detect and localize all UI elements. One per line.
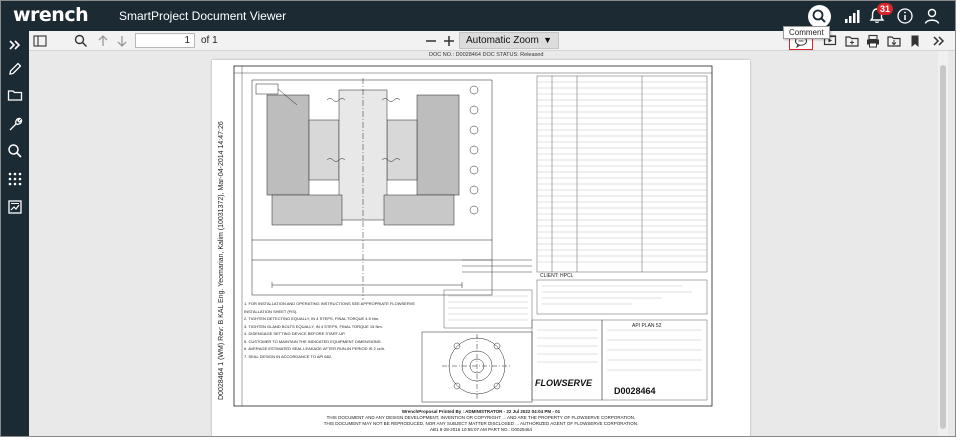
note-line: 6. AVERAGE ESTIMATED SEAL LEAKAGE AFTER RUN-IN PERIOD IS 2 cc/h. [244,346,386,351]
app-title: SmartProject Document Viewer [119,9,287,23]
chevron-down-icon: ▼ [543,35,552,45]
note-line: 1. FOR INSTALLATION AND OPERATING INSTRUCTIONS SEE APPROPRIATE FLOWSERVE INSTALLATION SHEET (FIS). [244,301,415,314]
folder-icon[interactable] [6,86,24,104]
vertical-scrollbar[interactable] [938,51,948,437]
next-page-icon[interactable] [114,33,130,49]
notification-badge: 31 [877,3,893,15]
apps-grid-icon[interactable] [6,170,24,188]
print-icon[interactable] [865,33,881,49]
zoom-select-value: Automatic Zoom [466,35,539,46]
comment-tooltip: Comment [783,26,830,39]
download-icon[interactable] [886,33,902,49]
footer-disclaimer: THIS DOCUMENT AND ANY DESIGN DEVELOPMENT, INVENTION OR COPYRIGHT ... AND ARE THE PROPERTY OF FLOWSERVE CORPORATION. [326,415,636,420]
pdf-page[interactable] [212,60,750,437]
find-icon[interactable] [73,33,89,49]
title-doc-number: D0028464 [614,386,656,396]
zoom-select[interactable] [459,32,559,49]
more-tools-icon[interactable] [931,33,947,49]
footer-part-number: AB1 8-28-2016 10:55:07 AM PART NO.: D0028464 [429,427,533,432]
document-viewer[interactable] [29,51,955,437]
flowserve-logo: FLOWSERVE [535,378,593,388]
footer-disclaimer: THIS DOCUMENT MAY NOT BE REPRODUCED, NOR ANY SUBJECT MATTER DISCLOSED ... AUTHORIZED AGENT OF FLOWSERVE CORPORATION. [323,421,639,426]
open-file-icon[interactable] [844,33,860,49]
info-icon[interactable] [896,7,914,25]
expand-sidebar-icon[interactable] [6,36,24,54]
page-count-label: of 1 [201,35,218,46]
app-logo[interactable]: wrench [13,4,89,26]
note-line: 5. CUSTOMER TO MAINTAIN THE INDICATED EQUIPMENT DIMENSIONS. [244,338,382,344]
zoom-out-icon[interactable] [423,33,439,49]
doc-footer [242,409,720,433]
signal-bars-icon[interactable] [843,7,861,25]
pencil-icon[interactable] [6,60,24,78]
zoom-in-icon[interactable] [441,33,457,49]
bookmark-icon[interactable] [907,33,923,49]
client-label: CLIENT: HPCL [540,273,574,279]
toggle-sidebar-icon[interactable] [32,33,48,49]
left-sidebar [1,31,29,437]
wrench-icon[interactable] [6,115,24,133]
scrollbar-thumb[interactable] [940,65,946,429]
page-number-input[interactable]: 1 [135,33,195,48]
note-line: 2. TIGHTEN DETECTING EQUALLY, IN 4 STEPS, FINAL TORQUE 4.5 Nm. [244,316,380,321]
note-line: 4. DISENGAGE SETTING DEVICE BEFORE START-UP. [244,331,346,336]
vertical-doc-stamp: D0028464 1 (WM) Rev: B KAL Eng. Yeomarian, Kalim (10031372), Mar-04-2014 14:47:26 [218,121,225,400]
drawing-notes [244,300,419,360]
search-icon[interactable] [6,142,24,160]
doc-header-text: DOC NO.: D0028464 DOC STATUS: Released [429,52,544,58]
user-profile-icon[interactable] [923,7,941,25]
engineering-drawing [212,60,750,437]
search-button[interactable] [808,5,831,28]
report-icon[interactable] [6,198,24,216]
previous-page-icon[interactable] [95,33,111,49]
title-api-plan: API PLAN 52 [632,323,662,329]
search-icon [808,5,831,28]
note-line: 3. TIGHTEN GLAND BOLTS EQUALLY, IN 4 STEPS, FINAL TORQUE 15 Nm. [244,323,383,329]
note-line: 7. SEAL DESIGN IN ACCORDANCE TO API 682. [244,353,333,359]
footer-printed-by: WrenchProposal Printed By : ADMINISTRATOR - 22 Jul 2022 04:04 PM - 01 [401,409,561,414]
